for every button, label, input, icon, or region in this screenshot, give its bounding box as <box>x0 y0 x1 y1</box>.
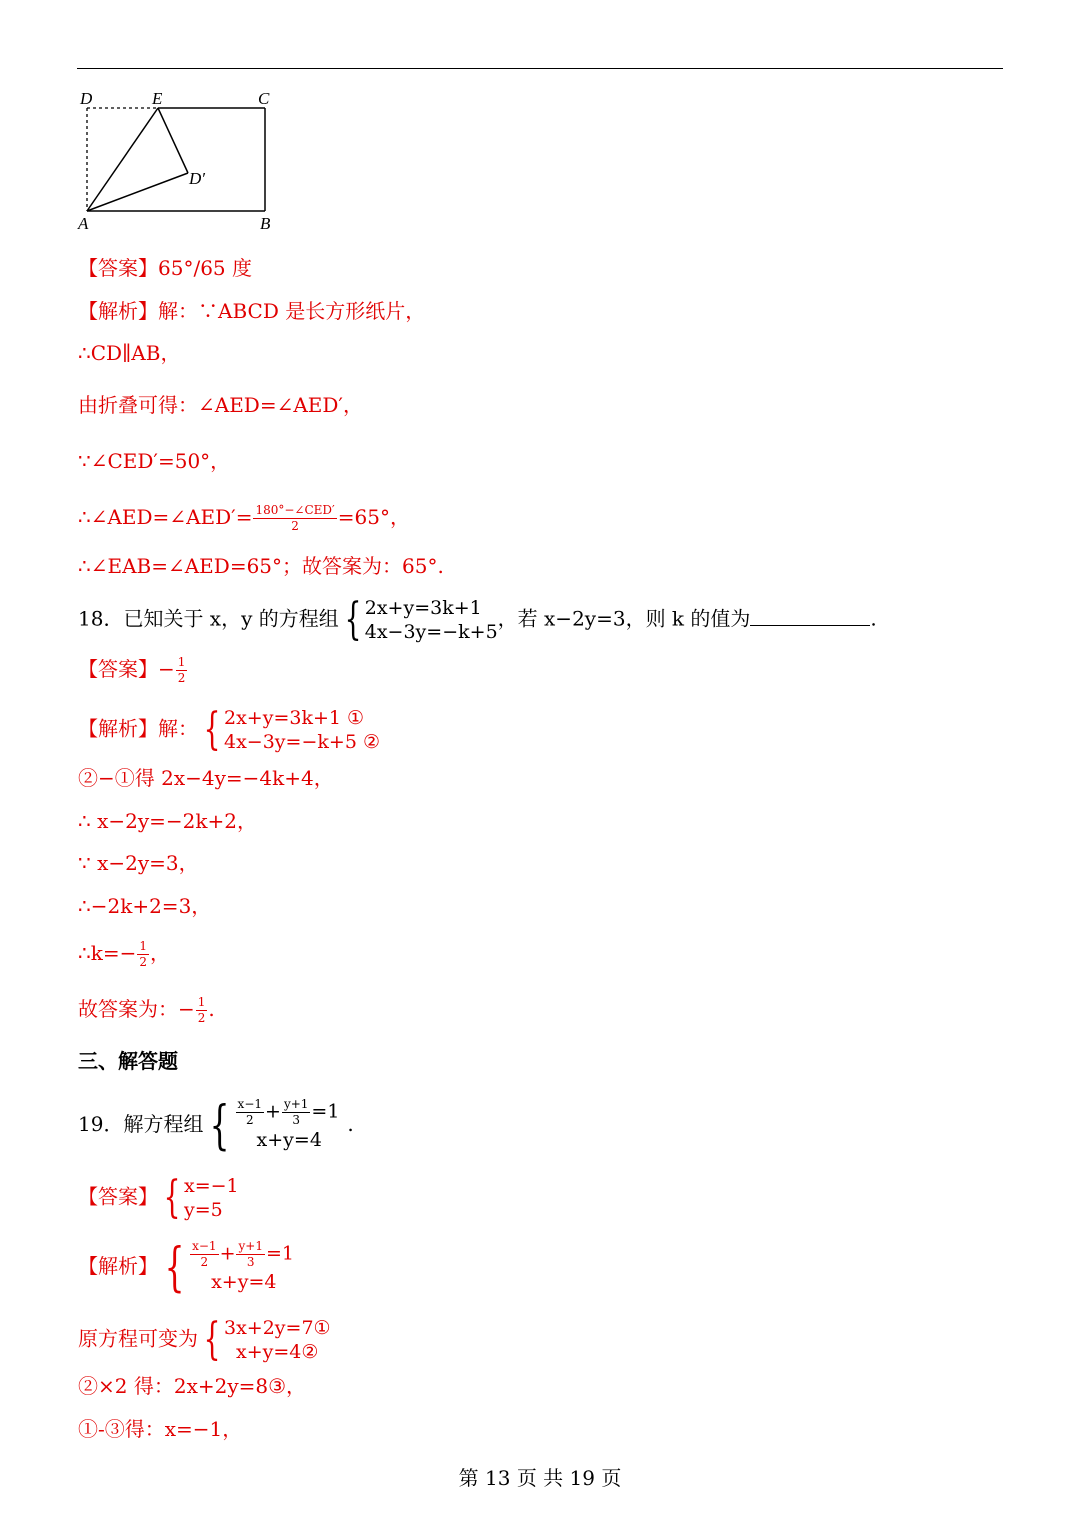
fraction-numerator: y+1 <box>238 1239 263 1253</box>
q19-stem-end: . <box>347 1112 354 1136</box>
q19-analysis-line <box>78 1237 294 1298</box>
fraction-denominator: 3 <box>246 1255 255 1269</box>
label-b: B <box>260 214 271 233</box>
brace: { <box>210 1095 230 1156</box>
q18-stem-end: . <box>870 606 877 631</box>
brace: { <box>344 594 362 645</box>
section-heading: 三、解答题 <box>78 1049 178 1073</box>
q17-step-6: ∴∠EAB=∠AED=65°；故答案为：65°. <box>78 554 444 578</box>
fraction-denominator: 2 <box>245 1113 254 1127</box>
q19-stem <box>78 1095 354 1156</box>
fraction-denominator: 3 <box>292 1113 300 1127</box>
q19-step-3: ①-③得：x=−1， <box>78 1417 243 1441</box>
fraction <box>196 996 208 1025</box>
q18-step-6 <box>78 996 215 1025</box>
q18-analysis-pre: 解： <box>158 716 198 741</box>
q18-stem <box>78 596 877 644</box>
equation-1 <box>235 1098 340 1127</box>
q18-step-6-post: . <box>208 997 215 1021</box>
label-d-prime: D′ <box>189 169 205 188</box>
label-a: A <box>78 214 89 233</box>
q17-step-5-pre: ∴∠AED=∠AED′= <box>78 505 253 529</box>
q18-step-2: ∴ x−2y=−2k+2， <box>78 809 257 833</box>
q18-answer-line <box>78 656 188 685</box>
equation-system <box>198 1316 331 1364</box>
q17-step-4: ∵∠CED′=50°， <box>78 449 231 473</box>
q17-answer-line <box>78 255 252 281</box>
q19-step-1 <box>78 1316 331 1364</box>
q18-step-5 <box>78 940 170 969</box>
equation-1-rhs: =1 <box>265 1242 294 1265</box>
fraction <box>176 656 188 685</box>
q17-answer: 65°/65 度 <box>158 256 252 280</box>
q19-step-2: ②×2 得：2x+2y=8③， <box>78 1374 307 1398</box>
edge-ed-prime <box>158 108 188 173</box>
q19-stem-pre: 19．解方程组 <box>78 1112 204 1136</box>
fraction <box>236 1098 264 1127</box>
equation-system <box>158 1237 294 1298</box>
fraction-numerator: 1 <box>139 939 147 953</box>
equation-2: x+y=4 <box>256 1129 322 1151</box>
fraction-denominator: 2 <box>200 1255 209 1269</box>
brace: { <box>203 1314 221 1365</box>
equation-system <box>339 596 498 644</box>
q17-step-5 <box>78 504 410 533</box>
q18-step-1: ②−①得 2x−4y=−4k+4， <box>78 766 334 790</box>
fraction-numerator: x−1 <box>237 1097 263 1111</box>
page-footer: 第 13 页 共 19 页 <box>458 1466 622 1490</box>
equation-1-rhs: =1 <box>311 1100 340 1123</box>
answer-y: y=5 <box>184 1199 223 1221</box>
fraction <box>282 1098 310 1127</box>
fraction-numerator: 1 <box>177 655 186 669</box>
fraction-numerator: x−1 <box>192 1239 217 1253</box>
rectangle-fold-figure <box>72 86 282 236</box>
q17-analysis-line <box>78 298 425 324</box>
fraction-numerator: y+1 <box>283 1097 309 1111</box>
label-e: E <box>152 89 163 108</box>
q18-analysis-line <box>78 706 380 754</box>
q18-step-5-post: ， <box>150 941 170 965</box>
edge-ad-prime <box>87 173 188 211</box>
plus-sign: + <box>265 1100 281 1123</box>
q18-step-5-pre: ∴k=− <box>78 941 137 965</box>
equation-system <box>198 706 380 754</box>
q18-stem-pre: 18．已知关于 x，y 的方程组 <box>78 606 339 631</box>
answer-tag: 【答案】 <box>78 256 158 280</box>
fraction-denominator: 2 <box>177 671 186 685</box>
equation-1 <box>189 1240 294 1269</box>
equation-1: 3x+2y=7① <box>224 1317 331 1339</box>
equation-system <box>158 1174 239 1222</box>
edge-ae <box>87 108 158 211</box>
q18-step-6-pre: 故答案为：− <box>78 997 195 1021</box>
q18-step-4: ∴−2k+2=3， <box>78 894 212 918</box>
brace: { <box>164 1237 185 1298</box>
answer-tag: 【答案】 <box>78 657 158 681</box>
analysis-tag: 【解析】 <box>78 1254 158 1278</box>
answer-sign: − <box>158 657 175 681</box>
label-d: D <box>80 89 93 108</box>
fraction <box>190 1240 218 1269</box>
fraction-numerator: 180°−∠CED′ <box>255 503 335 517</box>
answer-x: x=−1 <box>184 1175 239 1197</box>
equation-1: 2x+y=3k+1 <box>364 597 482 619</box>
label-c: C <box>258 89 270 108</box>
answer-tag: 【答案】 <box>78 1184 158 1209</box>
q19-answer-line <box>78 1174 239 1222</box>
equation-1: 2x+y=3k+1 ① <box>224 707 365 729</box>
brace: { <box>163 1172 181 1223</box>
q18-step-3: ∵ x−2y=3， <box>78 851 199 875</box>
q17-step-5-post: =65°， <box>337 505 410 529</box>
equation-2: 4x−3y=−k+5 <box>364 621 498 643</box>
q17-step-2: ∴CD∥AB， <box>78 341 181 365</box>
fraction-denominator: 2 <box>139 955 147 969</box>
fraction-denominator: 2 <box>291 519 299 533</box>
fraction <box>253 504 336 533</box>
equation-2: 4x−3y=−k+5 ② <box>224 731 380 753</box>
fraction-numerator: 1 <box>197 995 206 1009</box>
fraction-denominator: 2 <box>197 1011 206 1025</box>
fraction <box>236 1240 264 1269</box>
q17-step-3: 由折叠可得：∠AED=∠AED′， <box>78 393 363 417</box>
brace: { <box>203 704 221 755</box>
q18-stem-post: ，若 x−2y=3，则 k 的值为 <box>497 606 751 631</box>
equation-2: x+y=4② <box>236 1341 319 1363</box>
analysis-tag: 【解析】 <box>78 299 158 323</box>
equation-system <box>203 1095 340 1156</box>
analysis-tag: 【解析】 <box>78 716 158 741</box>
q19-step-1-pre: 原方程可变为 <box>78 1326 198 1351</box>
plus-sign: + <box>219 1242 236 1265</box>
q17-step-1: 解：∵ABCD 是长方形纸片， <box>158 299 426 323</box>
equation-2: x+y=4 <box>211 1271 277 1293</box>
fraction <box>137 940 149 969</box>
answer-blank <box>750 607 870 626</box>
header-rule <box>77 68 1003 69</box>
